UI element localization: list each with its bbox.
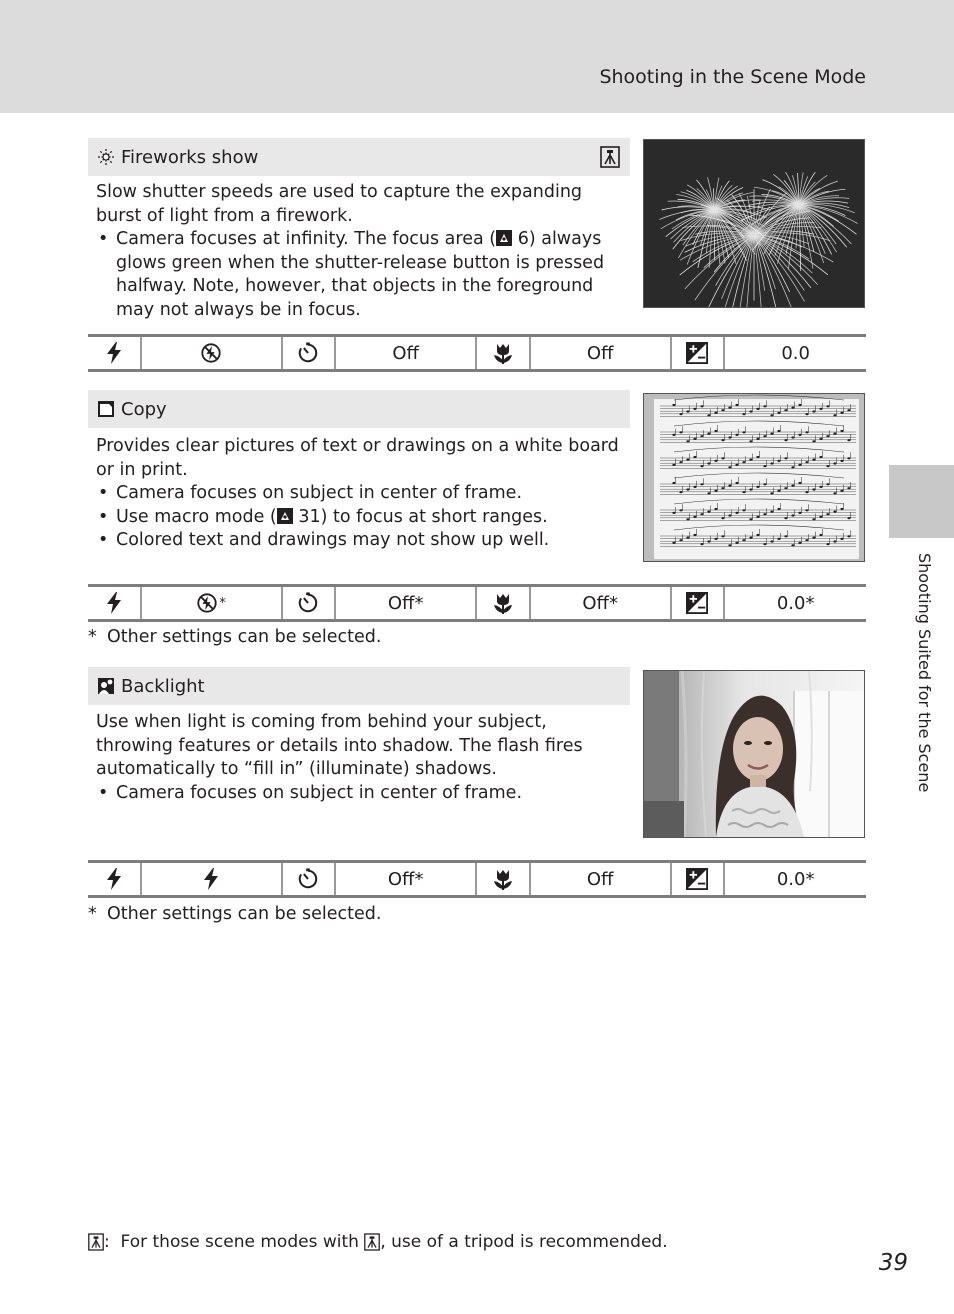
music-note <box>826 435 829 437</box>
music-note <box>728 544 731 546</box>
music-note <box>749 537 752 539</box>
music-note <box>679 509 682 511</box>
flash-icon <box>201 867 221 891</box>
music-note <box>819 516 822 518</box>
music-note <box>770 540 773 542</box>
music-note <box>840 490 843 492</box>
music-note <box>770 433 773 435</box>
music-note <box>784 535 787 537</box>
music-note <box>819 408 822 410</box>
music-note <box>819 456 822 458</box>
music-note <box>833 511 836 513</box>
music-note <box>700 513 703 515</box>
fireworks-icon <box>97 148 115 166</box>
macro-tulip-icon <box>491 867 515 891</box>
music-note <box>686 459 689 461</box>
scene-title: Copy <box>121 398 167 420</box>
music-note <box>693 516 696 518</box>
page-reference: 6 <box>517 229 529 249</box>
music-note <box>679 413 682 415</box>
copy-footnote: * Other settings can be selected. <box>88 627 382 647</box>
macro-value: Off <box>531 337 672 369</box>
music-note <box>714 430 717 432</box>
music-note <box>819 438 822 440</box>
scene-description: Provides clear pictures of text or drawings on a white board or in print. <box>96 436 619 480</box>
fireworks-show-header <box>88 138 630 176</box>
music-note <box>784 487 787 489</box>
music-note <box>763 483 766 485</box>
music-note <box>770 414 773 416</box>
music-note <box>721 535 724 537</box>
list-item: • Colored text and drawings may not show up well. <box>96 529 626 553</box>
music-note <box>784 409 787 411</box>
backlight-portrait-photo <box>643 670 865 838</box>
music-note <box>721 439 724 441</box>
music-note <box>784 517 787 519</box>
music-note <box>798 404 801 406</box>
flash-mode-value-cell <box>142 863 283 895</box>
flash-mode-label-cell <box>88 337 142 369</box>
music-note <box>784 457 787 459</box>
music-note <box>721 409 724 411</box>
backlight-icon <box>97 677 115 695</box>
music-note <box>805 431 808 433</box>
music-note <box>700 543 703 545</box>
self-timer-value: Off* <box>336 863 477 895</box>
flash-mode-value-cell: * <box>142 587 283 619</box>
settings-table-fireworks <box>88 334 866 372</box>
music-note <box>749 488 752 490</box>
music-note <box>735 482 738 484</box>
music-note <box>833 462 836 464</box>
music-note <box>693 456 696 458</box>
tripod-icon <box>600 146 620 168</box>
music-note <box>714 508 717 510</box>
music-note <box>763 405 766 407</box>
music-note <box>714 460 717 462</box>
music-note <box>840 460 843 462</box>
macro-tulip-icon <box>491 591 515 615</box>
music-note <box>770 511 773 513</box>
music-note <box>826 405 829 407</box>
music-note <box>686 488 689 490</box>
exposure-compensation-icon <box>686 342 708 364</box>
flash-icon <box>104 591 124 615</box>
music-note <box>833 414 836 416</box>
music-note <box>714 412 717 414</box>
music-note <box>756 486 759 488</box>
exposure-label-cell <box>672 337 726 369</box>
music-note <box>847 517 850 519</box>
backlight-description <box>96 711 626 805</box>
self-timer-label-cell <box>283 337 337 369</box>
music-note <box>721 457 724 459</box>
music-note <box>840 430 843 432</box>
scene-description: Use when light is coming from behind your subject, throwing features or details into shadow. The flash fires automatically to “fill in” (illuminate) shadows. <box>96 712 583 779</box>
exposure-value: 0.0* <box>776 868 815 890</box>
header-band <box>0 0 954 113</box>
music-note <box>742 539 745 541</box>
page-header-title: Shooting in the Scene Mode <box>599 66 866 88</box>
music-note <box>791 544 794 546</box>
list-item: • Camera focuses on subject in center of frame. <box>96 482 626 506</box>
music-note <box>826 483 829 485</box>
macro-label-cell <box>477 863 531 895</box>
flash-off-icon <box>200 342 222 364</box>
music-note <box>777 412 780 414</box>
music-note <box>791 407 794 409</box>
music-note <box>693 438 696 440</box>
sheet-music-photo <box>643 393 865 562</box>
music-note <box>805 539 808 541</box>
list-item: • Camera focuses on subject in center of frame. <box>96 782 626 806</box>
tripod-icon <box>88 1233 104 1251</box>
music-note <box>693 534 696 536</box>
music-note <box>742 413 745 415</box>
music-note <box>847 487 850 489</box>
fireworks-photo <box>643 139 865 308</box>
flash-icon <box>104 341 124 365</box>
self-timer-icon <box>297 868 319 890</box>
exposure-value: 0.0* <box>776 592 815 614</box>
exposure-compensation-icon <box>686 868 708 890</box>
music-note <box>812 410 815 412</box>
music-note <box>707 511 710 513</box>
music-note <box>805 491 808 493</box>
music-note <box>763 513 766 515</box>
fireworks-description <box>96 181 626 322</box>
music-note <box>847 439 850 441</box>
music-note <box>812 518 815 520</box>
scene-title: Fireworks show <box>121 146 259 168</box>
page-reference: 31 <box>298 506 321 527</box>
flash-mode-label-cell <box>88 587 142 619</box>
music-note <box>826 465 829 467</box>
music-note <box>840 412 843 414</box>
music-note <box>833 540 836 542</box>
music-note <box>742 491 745 493</box>
music-note <box>707 540 710 542</box>
music-note <box>791 514 794 516</box>
music-note <box>812 459 815 461</box>
music-note <box>819 486 822 488</box>
music-note <box>798 542 801 544</box>
music-note <box>791 466 794 468</box>
music-note <box>686 518 689 520</box>
music-note <box>672 512 675 514</box>
firework-streak <box>713 188 714 210</box>
reference-page-icon <box>277 508 293 524</box>
music-note <box>672 464 675 466</box>
music-note <box>798 434 801 436</box>
settings-table-backlight <box>88 860 866 898</box>
flash-icon <box>104 867 124 891</box>
music-note <box>742 431 745 433</box>
music-note <box>805 461 808 463</box>
chapter-tab <box>889 465 954 538</box>
music-note <box>700 405 703 407</box>
music-note <box>714 538 717 540</box>
music-note <box>721 487 724 489</box>
music-note <box>763 435 766 437</box>
music-note <box>679 461 682 463</box>
music-note <box>756 438 759 440</box>
music-note <box>777 430 780 432</box>
music-note <box>728 436 731 438</box>
self-timer-value: Off* <box>336 587 477 619</box>
music-note <box>756 408 759 410</box>
music-note <box>756 534 759 536</box>
scene-title: Backlight <box>121 675 205 697</box>
music-note <box>777 460 780 462</box>
music-note <box>700 435 703 437</box>
music-note <box>826 543 829 545</box>
scene-description: Slow shutter speeds are used to capture the expanding burst of light from a firework. <box>96 182 583 226</box>
music-note <box>812 440 815 442</box>
tripod-footnote: : For those scene modes with , use of a tripod is recommended. <box>88 1232 668 1252</box>
copy-header <box>88 390 630 428</box>
music-note <box>693 408 696 410</box>
music-note <box>686 410 689 412</box>
music-note <box>777 508 780 510</box>
macro-value: Off* <box>531 587 672 619</box>
music-note <box>749 440 752 442</box>
music-note <box>728 485 731 487</box>
backlight-footnote: * Other settings can be selected. <box>88 904 382 924</box>
music-note <box>707 492 710 494</box>
copy-icon <box>97 400 115 418</box>
music-note <box>728 466 731 468</box>
copy-description <box>96 435 626 553</box>
music-note <box>777 538 780 540</box>
exposure-label-cell <box>672 863 726 895</box>
page-number: 39 <box>878 1250 908 1276</box>
music-note <box>686 440 689 442</box>
music-note <box>805 509 808 511</box>
music-note <box>693 486 696 488</box>
exposure-label-cell <box>672 587 726 619</box>
music-note <box>672 482 675 484</box>
music-note <box>833 433 836 435</box>
music-note <box>840 538 843 540</box>
self-timer-value: Off <box>336 337 477 369</box>
music-note <box>721 517 724 519</box>
music-note <box>798 464 801 466</box>
backlight-header <box>88 667 630 705</box>
music-note <box>707 433 710 435</box>
self-timer-label-cell <box>283 587 337 619</box>
music-note <box>763 465 766 467</box>
macro-tulip-icon <box>491 341 515 365</box>
music-note <box>847 535 850 537</box>
music-note <box>714 490 717 492</box>
macro-label-cell <box>477 337 531 369</box>
music-note <box>847 409 850 411</box>
reference-page-icon <box>496 230 512 246</box>
self-timer-icon <box>297 342 319 364</box>
music-note <box>777 490 780 492</box>
self-timer-icon <box>297 592 319 614</box>
music-note <box>742 461 745 463</box>
music-note <box>749 410 752 412</box>
music-note <box>791 436 794 438</box>
music-note <box>700 483 703 485</box>
music-note <box>679 491 682 493</box>
music-note <box>735 464 738 466</box>
music-note <box>707 462 710 464</box>
music-note <box>770 492 773 494</box>
macro-label-cell <box>477 587 531 619</box>
exposure-compensation-icon <box>686 592 708 614</box>
music-note <box>679 539 682 541</box>
list-item: • Use macro mode ( 31) to focus at short ranges. <box>96 506 626 530</box>
music-note <box>672 404 675 406</box>
music-note <box>840 508 843 510</box>
music-note <box>826 513 829 515</box>
music-note <box>728 407 731 409</box>
music-note <box>819 534 822 536</box>
self-timer-label-cell <box>283 863 337 895</box>
settings-table-copy <box>88 584 866 622</box>
list-item: • Camera focuses at infinity. The focus area ( 6) always glows green when the shutter-release button is pressed halfway. Note, however, that objects in the foreground may not always be in focus. <box>96 228 626 322</box>
music-note <box>784 439 787 441</box>
music-note <box>805 413 808 415</box>
music-note <box>728 514 731 516</box>
music-note <box>707 414 710 416</box>
music-note <box>735 512 738 514</box>
music-note <box>742 509 745 511</box>
flash-mode-value-cell <box>142 337 283 369</box>
chapter-tab-label: Shooting Suited for the Scene <box>915 553 934 793</box>
music-note <box>735 542 738 544</box>
music-note <box>679 431 682 433</box>
tripod-icon <box>364 1233 380 1251</box>
music-note <box>672 434 675 436</box>
music-note <box>686 537 689 539</box>
flash-mode-label-cell <box>88 863 142 895</box>
music-note <box>833 492 836 494</box>
music-note <box>812 488 815 490</box>
music-note <box>735 404 738 406</box>
music-note <box>791 485 794 487</box>
music-note <box>749 459 752 461</box>
music-note <box>735 434 738 436</box>
music-note <box>798 482 801 484</box>
music-note <box>847 457 850 459</box>
exposure-value: 0.0 <box>781 342 810 364</box>
music-note <box>756 456 759 458</box>
macro-value: Off <box>531 863 672 895</box>
music-note <box>749 518 752 520</box>
music-note <box>770 462 773 464</box>
flash-off-icon <box>196 592 218 614</box>
music-note <box>812 537 815 539</box>
music-note <box>763 543 766 545</box>
music-note <box>700 465 703 467</box>
music-note <box>672 542 675 544</box>
music-note <box>798 512 801 514</box>
music-note <box>756 516 759 518</box>
